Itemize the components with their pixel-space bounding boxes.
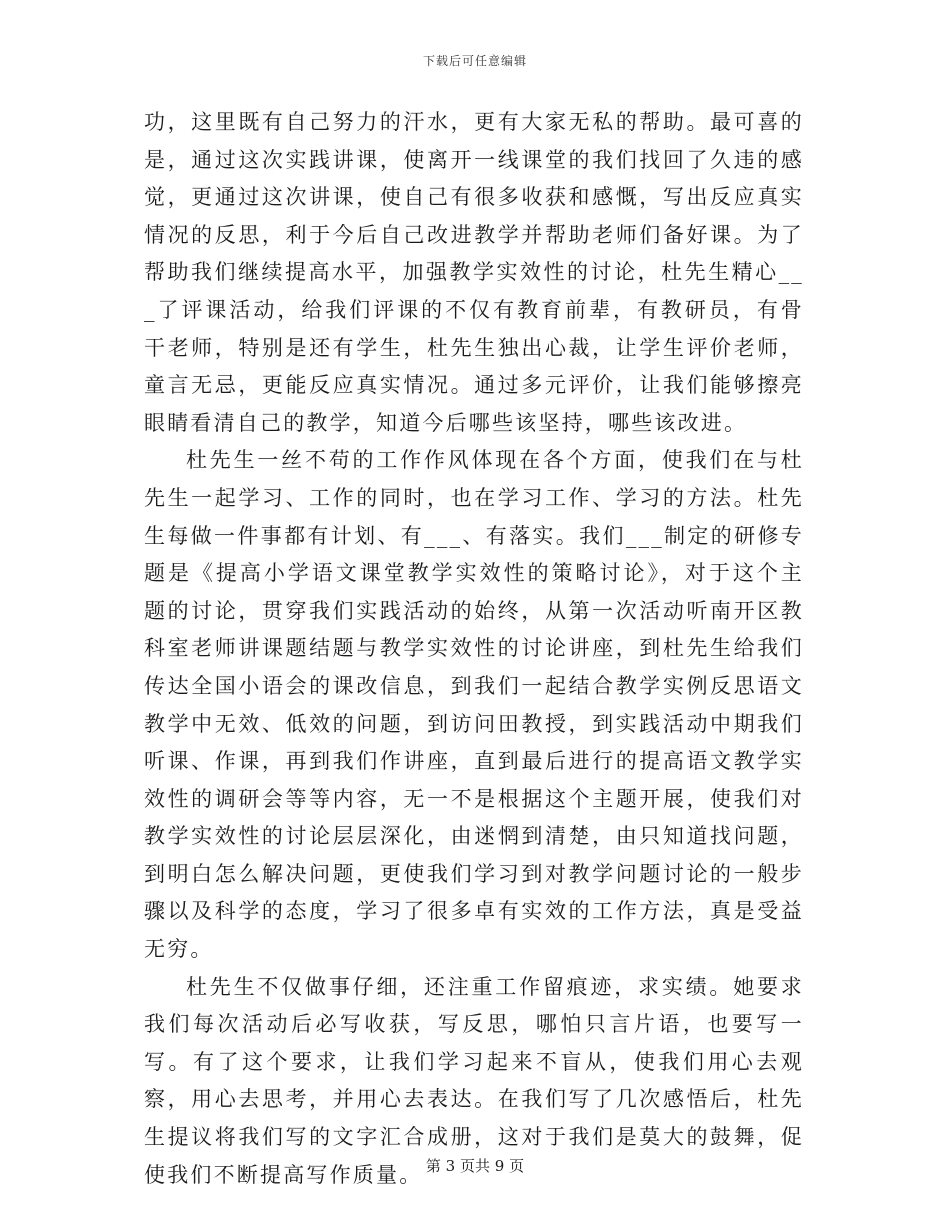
page-header: 下载后可任意编辑 bbox=[422, 54, 527, 68]
document-body bbox=[144, 104, 804, 1194]
paragraph-1: 功，这里既有自己努力的汗水，更有大家无私的帮助。最可喜的是，通过这次实践讲课，使离开一线课堂的我们找回了久违的感觉，更通过这次讲课，使自己有很多收获和感慨，写出反应真实情况的反思，利于今后自己改进教学并帮助老师们备好课。为了帮助我们继续提高水平，加强教学实效性的讨论，杜先生精心___了评课活动，给我们评课的不仅有教育前辈，有教研员，有骨干老师，特别是还有学生，杜先生独出心裁，让学生评价老师，童言无忌，更能反应真实情况。通过多元评价，让我们能够擦亮眼睛看清自己的教学，知道今后哪些该坚持，哪些该改进。 bbox=[144, 110, 804, 435]
paragraph-3: 杜先生不仅做事仔细，还注重工作留痕迹，求实绩。她要求我们每次活动后必写收获，写反思，哪怕只言片语，也要写一写。有了这个要求，让我们学习起来不盲从，使我们用心去观察，用心去思考，并用心去表达。在我们写了几次感悟后，杜先生提议将我们写的文字汇合成册，这对于我们是莫大的鼓舞，促使我们不断提高写作质量。 bbox=[144, 974, 804, 1187]
paragraph-2: 杜先生一丝不苟的工作作风体现在各个方面，使我们在与杜先生一起学习、工作的同时，也在学习工作、学习的方法。杜先生每做一件事都有计划、有___、有落实。我们___制定的研修专题是《提高小学语文课堂教学实效性的策略讨论》，对于这个主题的讨论，贯穿我们实践活动的始终，从第一次活动听南开区教科室老师讲课题结题与教学实效性的讨论讲座，到杜先生给我们传达全国小语会的课改信息，到我们一起结合教学实例反思语文教学中无效、低效的问题，到访问田教授，到实践活动中期我们听课、作课，再到我们作讲座，直到最后进行的提高语文教学实效性的调研会等等内容，无一不是根据这个主题开展，使我们对教学实效性的讨论层层深化，由迷惘到清楚，由只知道找问题，到明白怎么解决问题，更使我们学习到对教学问题讨论的一般步骤以及科学的态度，学习了很多卓有实效的工作方法，真是受益无穷。 bbox=[144, 448, 804, 962]
page-footer: 第 3 页共 9 页 bbox=[425, 1157, 525, 1175]
